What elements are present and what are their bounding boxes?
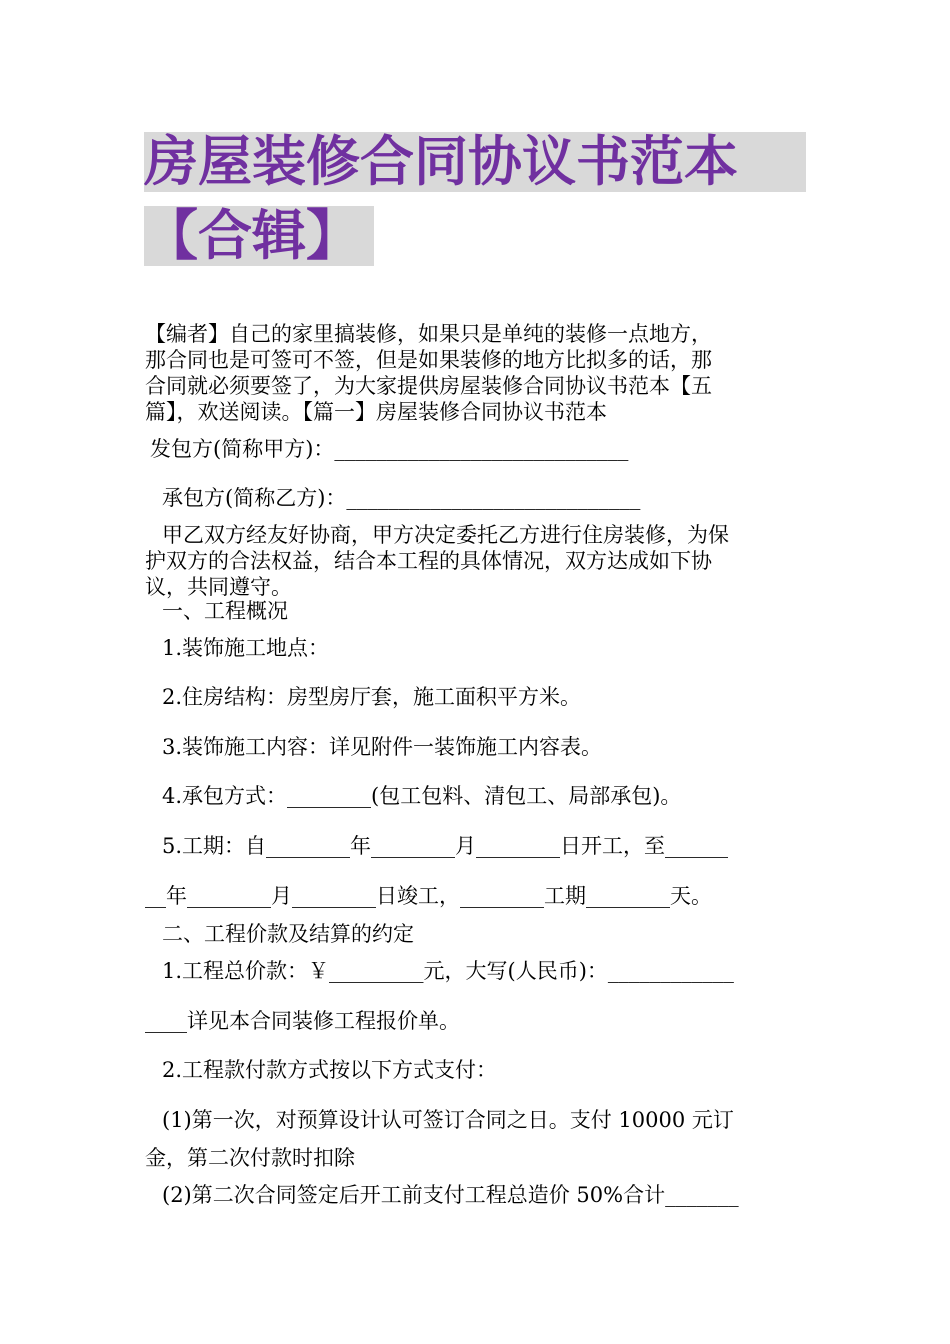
payment-1-line-2: 金，第二次付款时扣除: [145, 1146, 355, 1170]
clause-2-1-line-1: 1.工程总价款：￥_________元，大写(人民币)：____________: [162, 959, 734, 983]
clause-1-2: 2.住房结构：房型房厅套，施工面积平方米。: [162, 685, 582, 709]
intro-line: 篇】，欢送阅读。【篇一】房屋装修合同协议书范本: [145, 400, 607, 424]
clause-1-4: 4.承包方式：________(包工包料、清包工、局部承包)。: [162, 784, 682, 808]
section-heading-1: 一、工程概况: [162, 599, 288, 623]
clause-1-1: 1.装饰施工地点：: [162, 636, 330, 660]
document-title-line-1: 房屋装修合同协议书范本: [144, 132, 806, 192]
intro-line: 合同就必须要签了，为大家提供房屋装修合同协议书范本【五: [145, 374, 712, 398]
document-title-line-2: 【合辑】: [144, 206, 374, 266]
payment-1-line-1: (1)第一次，对预算设计认可签订合同之日。支付 10000 元订: [162, 1108, 734, 1132]
purpose-line: 议，共同遵守。: [145, 575, 292, 599]
payment-2-line-1: (2)第二次合同签定后开工前支付工程总造价 50%合计_______: [162, 1183, 739, 1207]
clause-1-3: 3.装饰施工内容：详见附件一装饰施工内容表。: [162, 735, 603, 759]
party-b-field: 承包方(简称乙方)：____________________________: [162, 486, 641, 510]
purpose-line: 甲乙双方经友好协商，甲方决定委托乙方进行住房装修，为保: [162, 523, 729, 547]
purpose-line: 护双方的合法权益，结合本工程的具体情况，双方达成如下协: [145, 549, 712, 573]
clause-2-2: 2.工程款付款方式按以下方式支付：: [162, 1058, 498, 1082]
clause-1-5-line-1: 5.工期：自________年________月________日开工，至______: [162, 834, 729, 858]
clause-1-5-line-2: __年________月________日竣工，________工期________天。: [145, 884, 712, 908]
clause-2-1-line-2: ____详见本合同装修工程报价单。: [145, 1009, 460, 1033]
intro-line: 【编者】自己的家里搞装修，如果只是单纯的装修一点地方，: [145, 322, 712, 346]
section-heading-2: 二、工程价款及结算的约定: [162, 922, 414, 946]
party-a-field: 发包方(简称甲方)：____________________________: [150, 437, 629, 461]
intro-line: 那合同也是可签可不签，但是如果装修的地方比拟多的话，那: [145, 348, 712, 372]
